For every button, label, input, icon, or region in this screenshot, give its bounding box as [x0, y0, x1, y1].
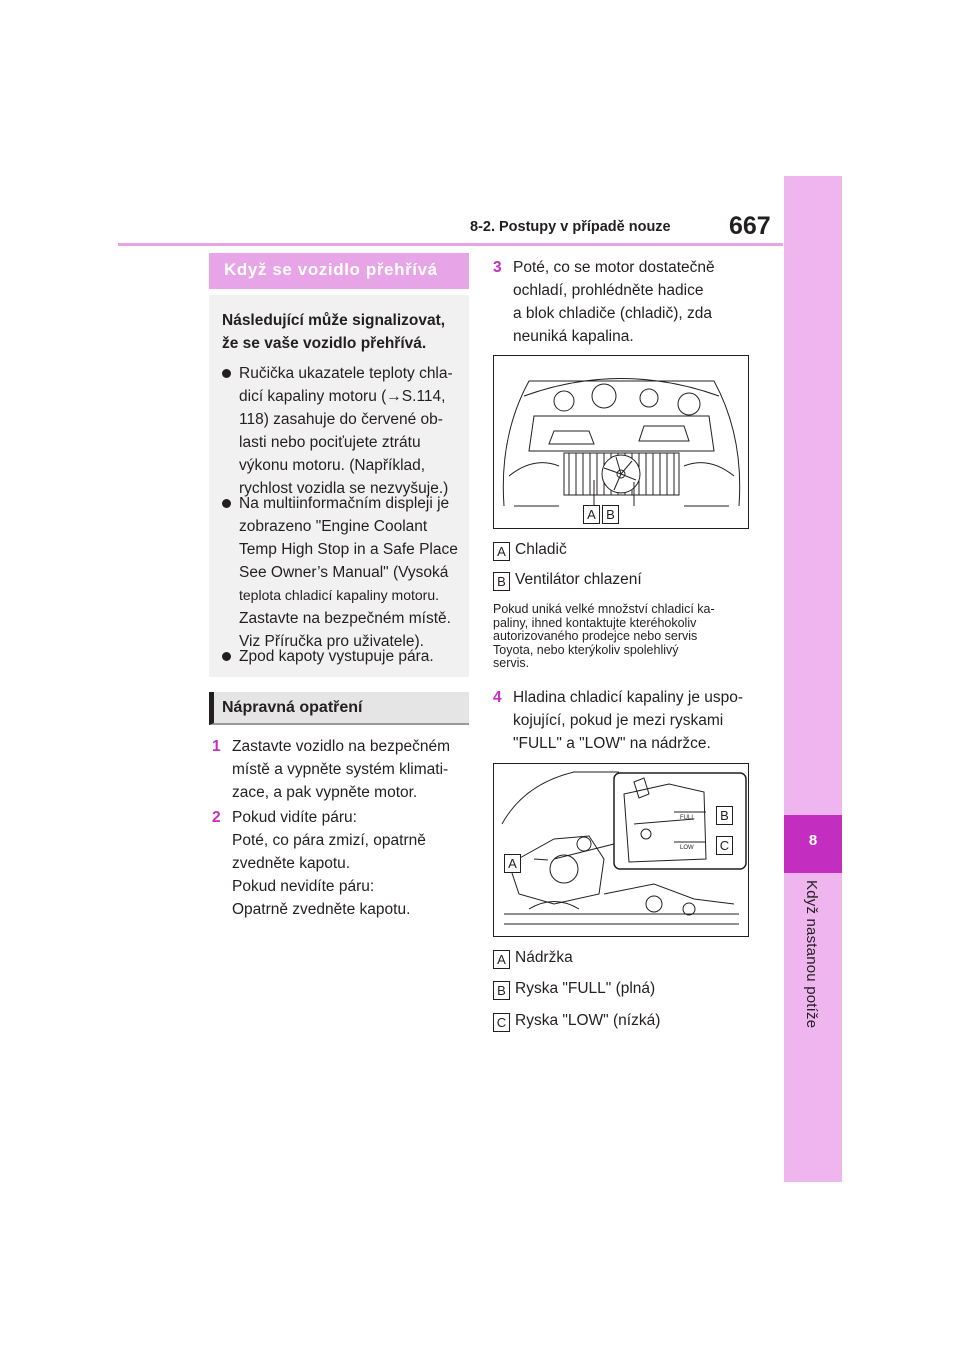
step-3	[493, 256, 755, 348]
legend-key: A	[493, 542, 510, 561]
legend1-item-b	[493, 571, 642, 591]
legend-text: Chladič	[515, 541, 567, 558]
chapter-number: 8	[808, 832, 818, 849]
legend-key: B	[493, 572, 510, 591]
bullet-dot-icon	[222, 499, 231, 508]
legend-key: B	[493, 981, 510, 1000]
legend-key: C	[493, 1013, 510, 1032]
symptoms-intro: Následující může signalizovat, že se vaše vozidlo přehřívá.	[222, 312, 446, 352]
section-title: 8-2. Postupy v případě nouze	[470, 219, 671, 235]
figure2-label-b: B	[716, 806, 733, 825]
reservoir-figure	[493, 763, 749, 937]
bullet-dot-icon	[222, 369, 231, 378]
symptom-bullet-display	[222, 492, 467, 653]
symptom-text-small: teplota chladicí kapaliny motoru.	[239, 587, 439, 603]
legend2-item-b	[493, 980, 655, 1000]
step-text: Zastavte vozidlo na bezpečném místě a vypněte systém klimati- zace, a pak vypněte motor.	[232, 738, 450, 801]
tank-full-mark: FULL	[680, 815, 695, 821]
engine-bay-illustration	[494, 356, 748, 528]
leak-note: Pokud uniká velké množství chladicí ka- paliny, ihned kontaktujte kteréhokoliv autorizovaného prodejce nebo servis Toyota, nebo kterýkoliv spolehlivý servis.	[493, 602, 715, 670]
legend2-item-a	[493, 949, 573, 969]
symptom-bullet-gauge	[222, 362, 467, 500]
legend-key: A	[493, 950, 510, 969]
overheat-heading: Když se vozidlo přehřívá	[224, 260, 438, 279]
symptom-text: Na multiinformačním displeji je zobrazeno "Engine Coolant Temp High Stop in a Safe Place See Owner’s Manual" (Vysoká	[239, 495, 458, 581]
legend-text: Ryska "FULL" (plná)	[515, 980, 656, 997]
step-4	[493, 686, 755, 755]
reservoir-illustration	[494, 764, 748, 936]
step-2	[212, 806, 467, 921]
figure1-label-a: A	[583, 505, 600, 524]
legend2-item-c	[493, 1012, 660, 1032]
bullet-dot-icon	[222, 652, 231, 661]
step-number: 4	[493, 689, 502, 706]
header-divider	[118, 243, 783, 246]
step-number: 1	[212, 738, 221, 755]
step-number: 2	[212, 809, 221, 826]
remedy-heading: Nápravná opatření	[222, 699, 363, 716]
legend-text: Ryska "LOW" (nízká)	[515, 1012, 661, 1029]
page-number: 667	[729, 212, 771, 240]
step-number: 3	[493, 259, 502, 276]
symptom-text-tail: Zastavte na bezpečném místě. Viz Příručka pro uživatele).	[239, 610, 451, 650]
step-text: Hladina chladicí kapaliny je uspo- kojující, pokud je mezi ryskami "FULL" a "LOW" na nádržce.	[513, 689, 744, 752]
tank-low-mark: LOW	[680, 845, 694, 851]
legend1-item-a	[493, 541, 567, 561]
figure2-label-c: C	[716, 836, 733, 855]
step-text: Poté, co se motor dostatečně ochladí, prohlédněte hadice a blok chladiče (chladič), zda neuniká kapalina.	[513, 259, 715, 345]
legend-text: Ventilátor chlazení	[515, 571, 642, 588]
legend-text: Nádržka	[515, 949, 573, 966]
figure2-label-a: A	[504, 854, 521, 873]
symptom-text: Ručička ukazatele teploty chla- dicí kapaliny motoru (→S.114, 118) zasahuje do červené ob- lasti nebo pociťujete ztrátu výkonu motoru. (Například, rychlost vozidla se nezvyšuje.)	[239, 365, 453, 497]
step-text: Pokud vidíte páru: Poté, co pára zmizí, opatrně zvedněte kapotu. Pokud nevidíte páru: Opatrně zvedněte kapotu.	[232, 809, 426, 918]
step-1	[212, 735, 467, 804]
symptom-text: Zpod kapoty vystupuje pára.	[239, 648, 434, 665]
chapter-title: Když nastanou potíže	[803, 880, 820, 1029]
radiator-figure	[493, 355, 749, 529]
figure1-label-b: B	[602, 505, 619, 524]
symptom-bullet-steam	[222, 645, 467, 668]
chapter-side-tab	[784, 176, 842, 1182]
